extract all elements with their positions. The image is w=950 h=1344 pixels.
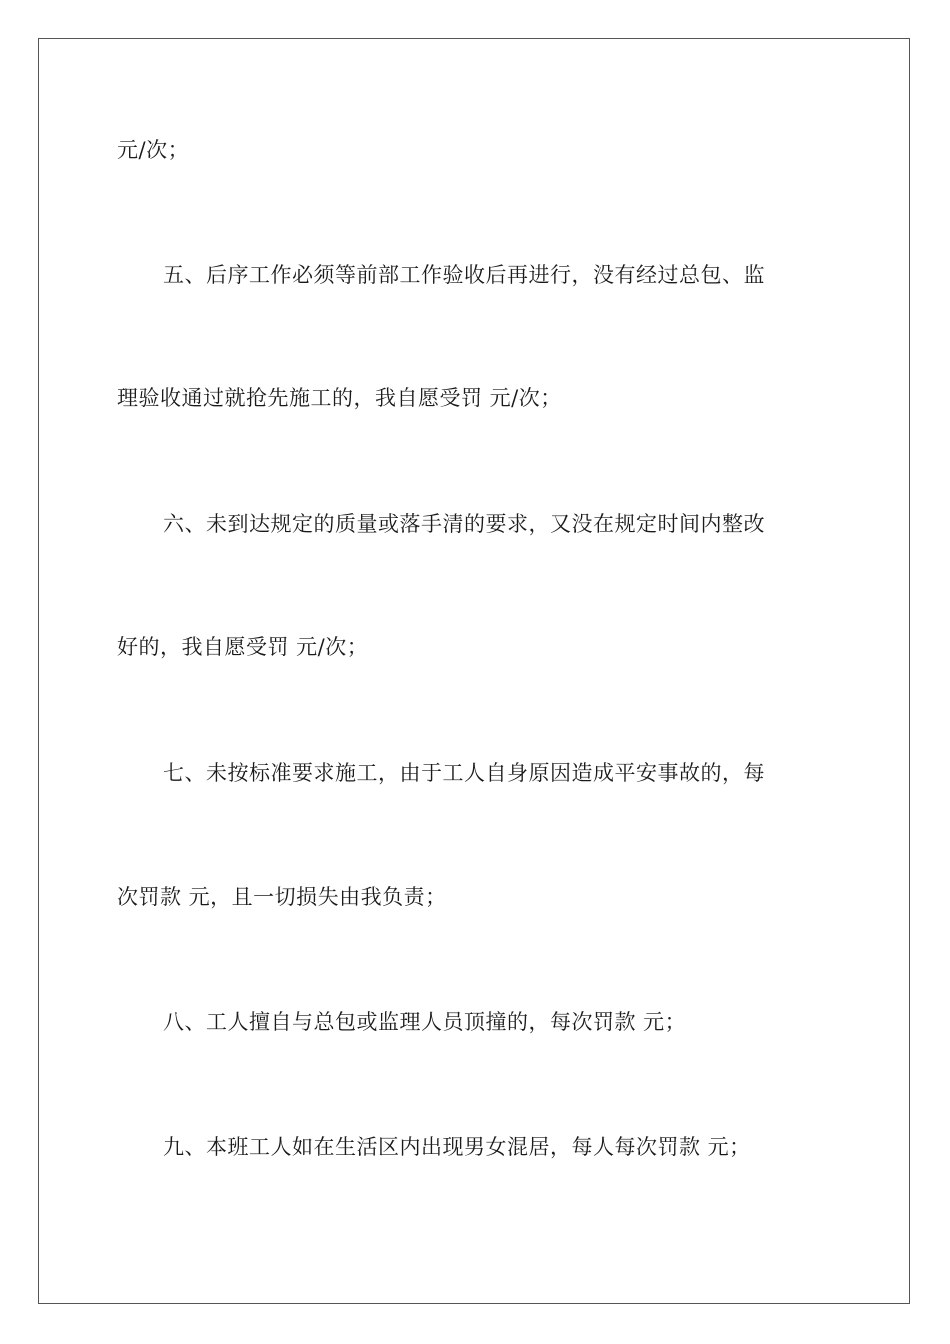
clause-7-line-1: 七、未按标准要求施工，由于工人自身原因造成平安事故的，每 <box>163 761 765 785</box>
clause-7-line-2: 次罚款 元，且一切损失由我负责； <box>117 885 447 909</box>
clause-5-line-1: 五、后序工作必须等前部工作验收后再进行，没有经过总包、监 <box>163 263 765 287</box>
text-line-continuation: 元/次； <box>117 138 190 162</box>
clause-9-line-1: 九、本班工人如在生活区内出现男女混居，每人每次罚款 元； <box>163 1135 751 1159</box>
clause-8-line-1: 八、工人擅自与总包或监理人员顶撞的，每次罚款 元； <box>163 1010 687 1034</box>
clause-6-line-1: 六、未到达规定的质量或落手清的要求，又没在规定时间内整改 <box>163 512 765 536</box>
clause-5-line-2: 理验收通过就抢先施工的，我自愿受罚 元/次； <box>117 386 562 410</box>
page-frame <box>38 38 910 1304</box>
clause-6-line-2: 好的，我自愿受罚 元/次； <box>117 635 369 659</box>
